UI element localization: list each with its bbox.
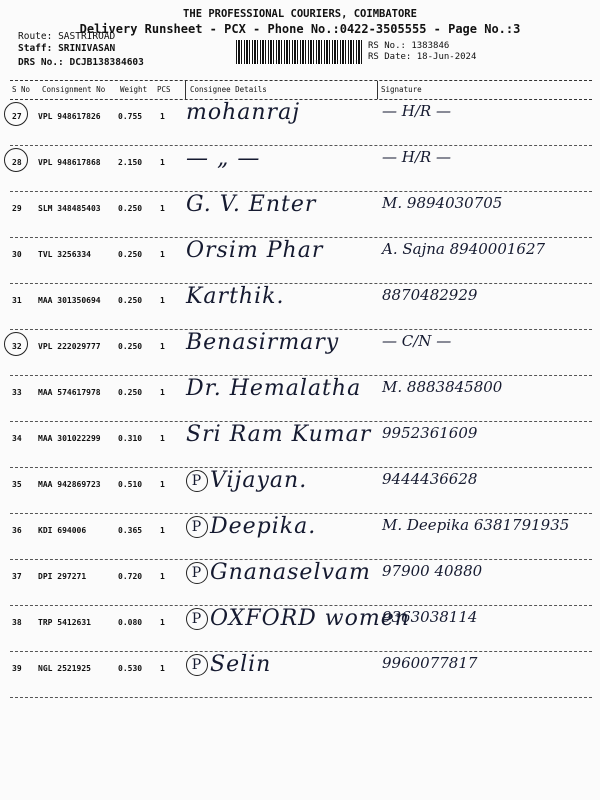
drs-label: DRS No.: — [18, 57, 64, 68]
runsheet-subtitle: Delivery Runsheet - PCX - Phone No.:0422-3505555 - Page No.:3 — [79, 22, 521, 36]
pieces-count: 1 — [160, 664, 165, 673]
consignee-name: Deepika. — [210, 514, 317, 539]
weight-value: 0.250 — [118, 296, 143, 305]
serial-number: 29 — [12, 204, 22, 213]
consignee-name: Gnanaselvam — [210, 560, 371, 585]
consignee-handwriting — [186, 146, 260, 171]
col-divider — [185, 81, 186, 99]
consignee-name: mohanraj — [186, 100, 301, 125]
table-row — [10, 286, 592, 330]
pieces-count: 1 — [160, 434, 165, 443]
consignee-handwriting — [186, 652, 271, 677]
signature-handwriting: A. Sajna 8940001627 — [382, 240, 546, 258]
signature-handwriting: M. 9894030705 — [382, 194, 503, 212]
weight-value: 0.720 — [118, 572, 143, 581]
consignment-number: KDI 694006 — [38, 526, 87, 535]
signature-handwriting: M. 8883845800 — [382, 378, 503, 396]
serial-number: 38 — [12, 618, 22, 627]
consignee-name: — „ — — [186, 146, 261, 171]
table-row — [10, 516, 592, 560]
consignment-number: MAA 574617978 — [38, 388, 101, 397]
consignment-number: TRP 5412631 — [38, 618, 91, 627]
table-row — [10, 562, 592, 606]
drs-value: DCJB138384603 — [69, 57, 144, 68]
weight-value: 0.080 — [118, 618, 143, 627]
consignee-handwriting — [186, 514, 316, 539]
route-value: SASTRIROAD — [58, 31, 116, 42]
p-circle-mark: P — [186, 516, 208, 538]
consignee-handwriting — [186, 192, 316, 217]
table-row — [10, 102, 592, 146]
consignment-number: MAA 301350694 — [38, 296, 101, 305]
pieces-count: 1 — [160, 158, 165, 167]
weight-value: 0.510 — [118, 480, 143, 489]
serial-number: 35 — [12, 480, 22, 489]
row-rule — [10, 697, 592, 698]
consignee-handwriting — [186, 606, 410, 631]
consignee-name: OXFORD women — [210, 606, 410, 631]
pieces-count: 1 — [160, 572, 165, 581]
serial-number: 31 — [12, 296, 22, 305]
p-circle-mark: P — [186, 654, 208, 676]
weight-value: 0.365 — [118, 526, 143, 535]
pieces-count: 1 — [160, 342, 165, 351]
weight-value: 0.310 — [118, 434, 143, 443]
rs-info — [368, 41, 476, 63]
weight-value: 0.755 — [118, 112, 143, 121]
consignee-name: Benasirmary — [186, 330, 340, 355]
serial-number: 28 — [12, 158, 22, 167]
serial-number: 34 — [12, 434, 22, 443]
signature-handwriting: 9444436628 — [382, 470, 478, 488]
staff-value: SRINIVASAN — [58, 43, 116, 54]
p-circle-mark: P — [186, 470, 208, 492]
col-sno: S No — [12, 85, 31, 94]
col-consignment: Consignment No — [42, 85, 106, 94]
weight-value: 2.150 — [118, 158, 143, 167]
table-row — [10, 470, 592, 514]
route-line — [18, 31, 115, 42]
signature-handwriting: — H/R — — [382, 148, 451, 166]
pieces-count: 1 — [160, 388, 165, 397]
barcode — [236, 40, 362, 64]
pieces-count: 1 — [160, 112, 165, 121]
consignment-number: VPL 948617868 — [38, 158, 101, 167]
table-row — [10, 424, 592, 468]
weight-value: 0.250 — [118, 204, 143, 213]
pieces-count: 1 — [160, 250, 165, 259]
pieces-count: 1 — [160, 204, 165, 213]
row-rule — [10, 145, 592, 146]
col-signature: Signature — [381, 85, 422, 94]
consignment-number: VPL 948617826 — [38, 112, 101, 121]
signature-handwriting: — C/N — — [382, 332, 452, 350]
rs-date: RS Date: 18-Jun-2024 — [368, 52, 477, 62]
weight-value: 0.250 — [118, 388, 143, 397]
consignee-name: Dr. Hemalatha — [186, 376, 362, 401]
staff-label: Staff: — [18, 43, 53, 54]
row-rule — [10, 283, 592, 284]
table-row — [10, 654, 592, 698]
weight-value: 0.250 — [118, 342, 143, 351]
table-row — [10, 148, 592, 192]
table-row — [10, 608, 592, 652]
table-row — [10, 194, 592, 238]
drs-line — [18, 57, 144, 68]
serial-number: 37 — [12, 572, 22, 581]
consignee-name: Orsim Phar — [186, 238, 324, 263]
serial-number: 32 — [12, 342, 22, 351]
header-bottom-rule — [10, 99, 592, 100]
consignment-number: MAA 942869723 — [38, 480, 101, 489]
signature-handwriting: 97900 40880 — [382, 562, 483, 580]
weight-value: 0.530 — [118, 664, 143, 673]
consignee-handwriting — [186, 100, 300, 125]
col-consignee: Consignee Details — [190, 85, 267, 94]
col-pcs: PCS — [157, 85, 171, 94]
p-circle-mark: P — [186, 608, 208, 630]
consignee-name: Karthik. — [186, 284, 285, 309]
signature-handwriting: M. Deepika 6381791935 — [382, 516, 570, 534]
consignment-number: SLM 348485403 — [38, 204, 101, 213]
pieces-count: 1 — [160, 296, 165, 305]
consignee-handwriting — [186, 468, 307, 493]
consignment-number: MAA 301022299 — [38, 434, 101, 443]
p-circle-mark: P — [186, 562, 208, 584]
consignee-handwriting — [186, 284, 284, 309]
consignee-handwriting — [186, 422, 371, 447]
table-row — [10, 332, 592, 376]
pieces-count: 1 — [160, 526, 165, 535]
serial-number: 33 — [12, 388, 22, 397]
company-title: THE PROFESSIONAL COURIERS, COIMBATORE — [183, 8, 417, 20]
weight-value: 0.250 — [118, 250, 143, 259]
consignee-name: Selin — [210, 652, 272, 677]
consignee-name: Sri Ram Kumar — [186, 422, 372, 447]
consignment-number: TVL 3256334 — [38, 250, 91, 259]
signature-handwriting: 9363038114 — [382, 608, 478, 626]
consignment-number: DPI 297271 — [38, 572, 87, 581]
consignment-number: NGL 2521925 — [38, 664, 91, 673]
consignee-name: G. V. Enter — [186, 192, 317, 217]
table-row — [10, 240, 592, 284]
consignee-handwriting — [186, 560, 371, 585]
row-rule — [10, 651, 592, 652]
signature-handwriting: 9960077817 — [382, 654, 478, 672]
route-label: Route: — [18, 31, 53, 42]
signature-handwriting: — H/R — — [382, 102, 451, 120]
table-row — [10, 378, 592, 422]
consignee-handwriting — [186, 238, 323, 263]
serial-number: 36 — [12, 526, 22, 535]
consignee-handwriting — [186, 376, 361, 401]
consignment-number: VPL 222029777 — [38, 342, 101, 351]
staff-line — [18, 43, 115, 54]
consignee-handwriting — [186, 330, 339, 355]
serial-number: 39 — [12, 664, 22, 673]
serial-number: 27 — [12, 112, 22, 121]
col-weight: Weight — [120, 85, 148, 94]
signature-handwriting: 8870482929 — [382, 286, 478, 304]
serial-number: 30 — [12, 250, 22, 259]
pieces-count: 1 — [160, 480, 165, 489]
signature-handwriting: 9952361609 — [382, 424, 478, 442]
pieces-count: 1 — [160, 618, 165, 627]
rs-number: RS No.: 1383846 — [368, 41, 450, 51]
col-divider — [377, 81, 378, 99]
consignee-name: Vijayan. — [210, 468, 308, 493]
header-top-rule — [10, 80, 592, 81]
